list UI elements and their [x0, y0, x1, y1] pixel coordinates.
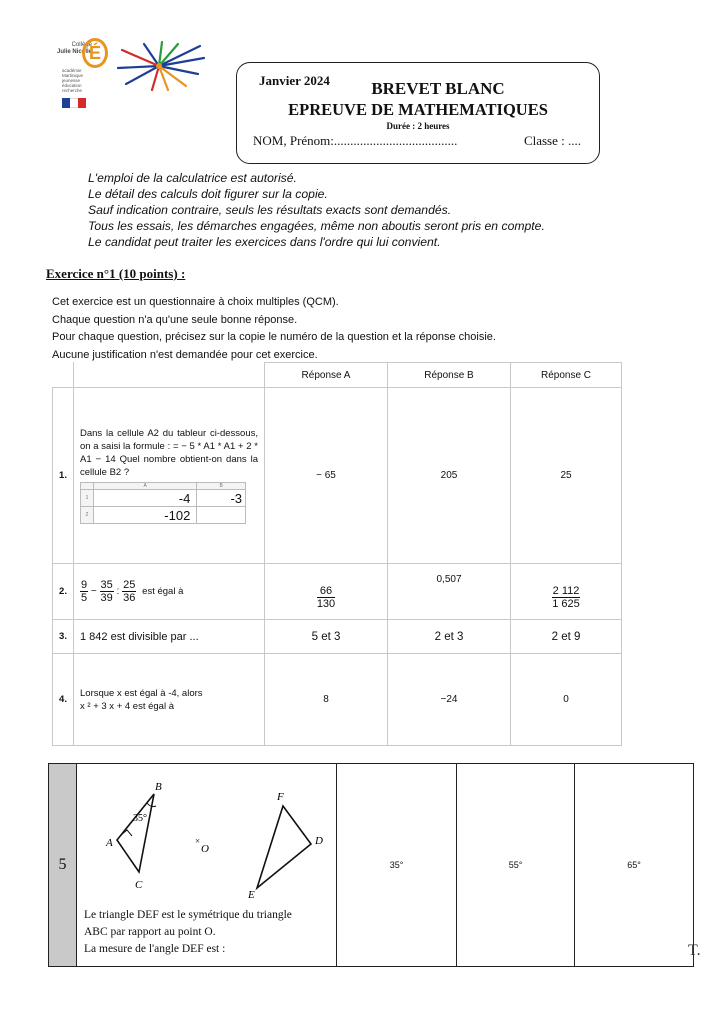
answer-a: 5 et 3 — [265, 620, 388, 654]
answer-a: 35° — [337, 764, 457, 966]
answer-b: 0,507 — [388, 564, 511, 620]
name-field: NOM, Prénom:...................................... — [253, 133, 458, 148]
label-o: O — [201, 843, 209, 855]
label-b: B — [155, 781, 162, 793]
answer-c: 65° — [627, 860, 641, 870]
question-row-5 — [48, 763, 694, 967]
question-1-text: Dans la cellule A2 du tableur ci-dessous, on a saisi la formule : = − 5 * A1 * A1 + 2 * A1 − 14 Quel nombre obtient-on dans la cellule B2 ? — [80, 428, 258, 478]
french-flag-icon — [62, 98, 86, 108]
academy-text: académie Martinique jeunesse éducation recherche — [62, 68, 84, 93]
question-5-text: Le triangle DEF est le symétrique du triangle ABC par rapport au point O. La mesure de l'angle DEF est : — [84, 909, 292, 955]
starburst-logo-icon — [112, 40, 206, 92]
answer-a: 8 — [265, 654, 388, 746]
class-field: Classe : .... — [523, 133, 581, 148]
triangle-abc — [117, 794, 154, 872]
header-answer-c: Réponse C — [511, 363, 622, 388]
header-answer-b: Réponse B — [388, 363, 511, 388]
question-number: 4. — [53, 654, 74, 746]
question-3-text: 1 842 est divisible par ... — [74, 620, 265, 654]
label-a: A — [106, 837, 113, 849]
answer-c: $\frac{2 112}{1 625}$ — [511, 564, 622, 620]
question-number: 2. — [53, 564, 74, 620]
instructions: L'emploi de la calculatrice est autorisé. Le détail des calculs doit figurer sur la copie. Sauf indication contraire, seuls les résultats exacts sont demandés. Tous les essais, les démarches engagées, même non aboutis seront pris en compte. Le candidat peut traiter les exercices dans l'ordre qui lui convient. — [88, 171, 545, 249]
cell-b1: -3 — [197, 490, 246, 507]
question-number: 3. — [53, 620, 74, 654]
college-logo — [48, 38, 108, 116]
qcm-intro: Cet exercice est un questionnaire à choix multiples (QCM). Chaque question n'a qu'une seule bonne réponse. Pour chaque question, précisez sur la copie le numéro de la question et la réponse choisie. Aucune justification n'est demandée pour cet exercice. — [52, 296, 496, 361]
question-row-3 — [53, 620, 622, 654]
answer-b: 55° — [457, 764, 575, 966]
answer-b: 205 — [388, 388, 511, 564]
spreadsheet-figure: A B 1 -4 -3 2 -102 — [80, 482, 246, 524]
question-row-1 — [53, 388, 622, 564]
point-o-cross-icon: × — [195, 836, 201, 846]
question-number: 5 — [49, 764, 77, 966]
cell-b2 — [197, 507, 246, 524]
exam-title: BREVET BLANC — [371, 79, 505, 98]
qcm-table — [52, 362, 622, 746]
question-number: 1. — [53, 388, 74, 564]
college-name: Collège Julie Nicolle — [56, 42, 92, 55]
label-e: E — [248, 889, 255, 901]
stray-mark: T. — [688, 942, 701, 959]
right-angle-mark — [121, 830, 132, 836]
answer-c: 0 — [511, 654, 622, 746]
answer-a: $\frac{66}{130}$ — [265, 564, 388, 620]
triangle-figure — [77, 764, 335, 904]
question-row-4 — [53, 654, 622, 746]
exam-subject: EPREUVE DE MATHEMATIQUES — [288, 100, 548, 119]
header-answer-a: Réponse A — [265, 363, 388, 388]
question-4-text: Lorsque x est égal à -4, alors x ² + 3 x + 4 est égal à — [74, 654, 265, 746]
answer-a: − 65 — [265, 388, 388, 564]
exam-header — [236, 62, 600, 164]
question-5-figure-cell — [77, 764, 337, 966]
label-c: C — [135, 879, 143, 891]
answer-c: 2 et 9 — [511, 620, 622, 654]
triangle-def — [257, 806, 311, 888]
label-d: D — [315, 835, 323, 847]
cell-a1: -4 — [94, 490, 197, 507]
table-header-row — [53, 363, 622, 388]
exercise-title: Exercice n°1 (10 points) : — [46, 266, 186, 281]
question-2-expression: $\frac{9}{5}$ − $\frac{35}{39}$ : $\frac{25}{36}$ est égal à — [74, 564, 265, 620]
answer-c: 25 — [511, 388, 622, 564]
answer-b: −24 — [388, 654, 511, 746]
exam-duration: Durée : 2 heures — [386, 121, 450, 131]
cell-a2: -102 — [94, 507, 197, 524]
exam-date: Janvier 2024 — [259, 73, 330, 88]
angle-label: 35° — [133, 813, 147, 824]
label-f: F — [277, 791, 284, 803]
college-e-icon: É — [82, 38, 108, 68]
question-row-2 — [53, 564, 622, 620]
answer-b: 2 et 3 — [388, 620, 511, 654]
